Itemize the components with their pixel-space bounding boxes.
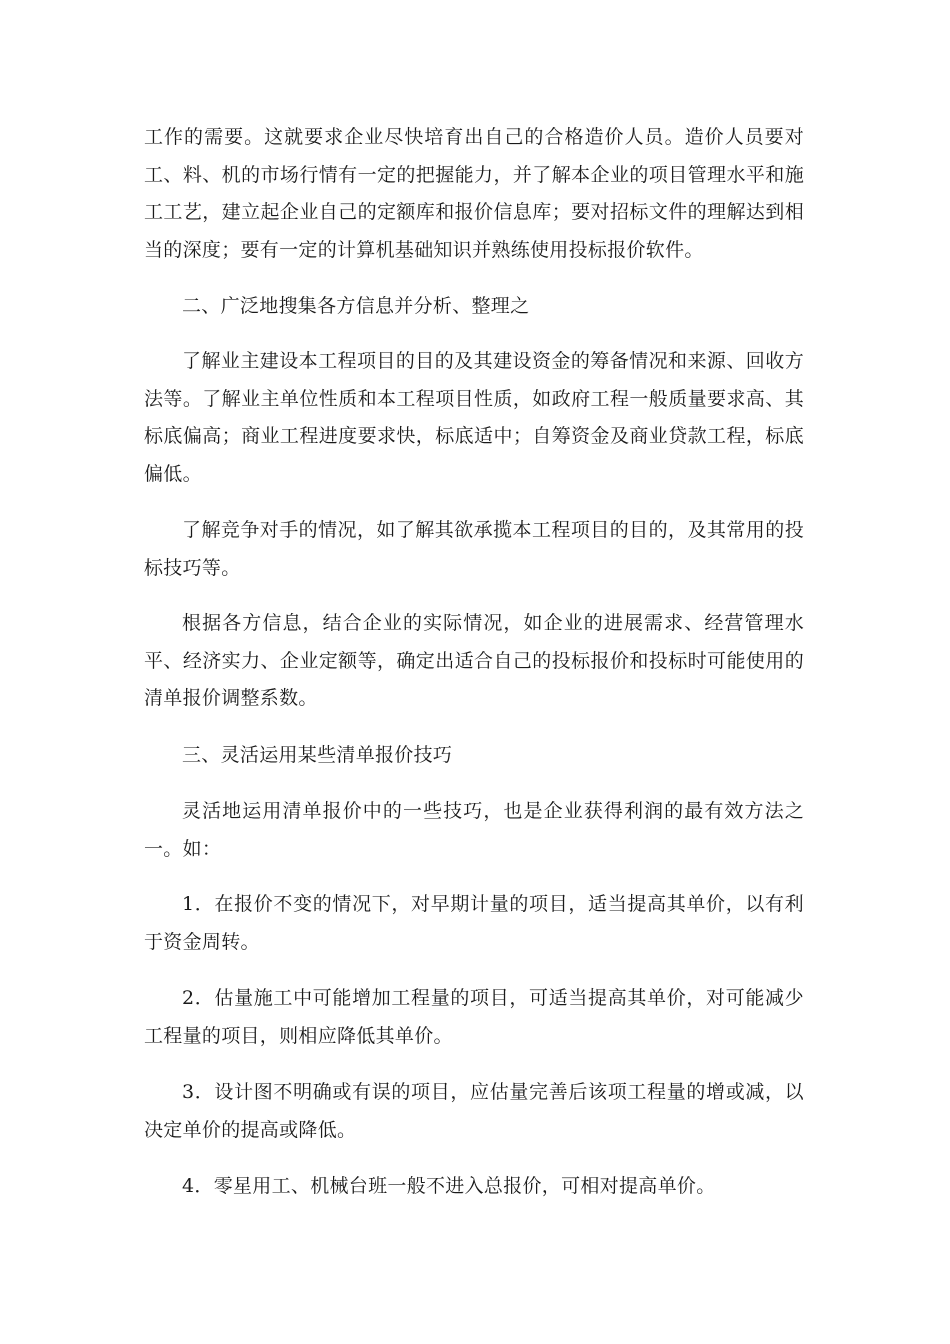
paragraph-1: 工作的需要。这就要求企业尽快培育出自己的合格造价人员。造价人员要对工、料、机的市场行情有一定的把握能力，并了解本企业的项目管理水平和施工工艺，建立起企业自己的定额库和报价信息库；要对招标文件的理解达到相当的深度；要有一定的计算机基础知识并熟练使用投标报价软件。: [144, 126, 804, 261]
list-item-3: 3．设计图不明确或有误的项目，应估量完善后该项工程量的增或减，以决定单价的提高或降低。: [144, 1081, 804, 1141]
paragraph-3: 了解竞争对手的情况，如了解其欲承揽本工程项目的目的，及其常用的投标技巧等。: [144, 519, 804, 579]
section-heading-3: 三、灵活运用某些清单报价技巧: [182, 744, 453, 766]
list-item-2: 2．估量施工中可能增加工程量的项目，可适当提高其单价，对可能减少工程量的项目，则相应降低其单价。: [144, 987, 804, 1047]
section-heading-2: 二、广泛地搜集各方信息并分析、整理之: [182, 295, 530, 317]
list-item-1: 1．在报价不变的情况下，对早期计量的项目，适当提高其单价，以有利于资金周转。: [144, 893, 804, 953]
paragraph-2: 了解业主建设本工程项目的目的及其建设资金的筹备情况和来源、回收方法等。了解业主单位性质和本工程项目性质，如政府工程一般质量要求高、其标底偏高；商业工程进度要求快，标底适中；自筹资金及商业贷款工程，标底偏低。: [144, 350, 804, 485]
paragraph-4: 根据各方信息，结合企业的实际情况，如企业的进展需求、经营管理水平、经济实力、企业定额等，确定出适合自己的投标报价和投标时可能使用的清单报价调整系数。: [144, 612, 804, 709]
paragraph-5: 灵活地运用清单报价中的一些技巧，也是企业获得利润的最有效方法之一。如：: [144, 800, 804, 860]
list-item-4: 4．零星用工、机械台班一般不进入总报价，可相对提高单价。: [182, 1175, 716, 1197]
